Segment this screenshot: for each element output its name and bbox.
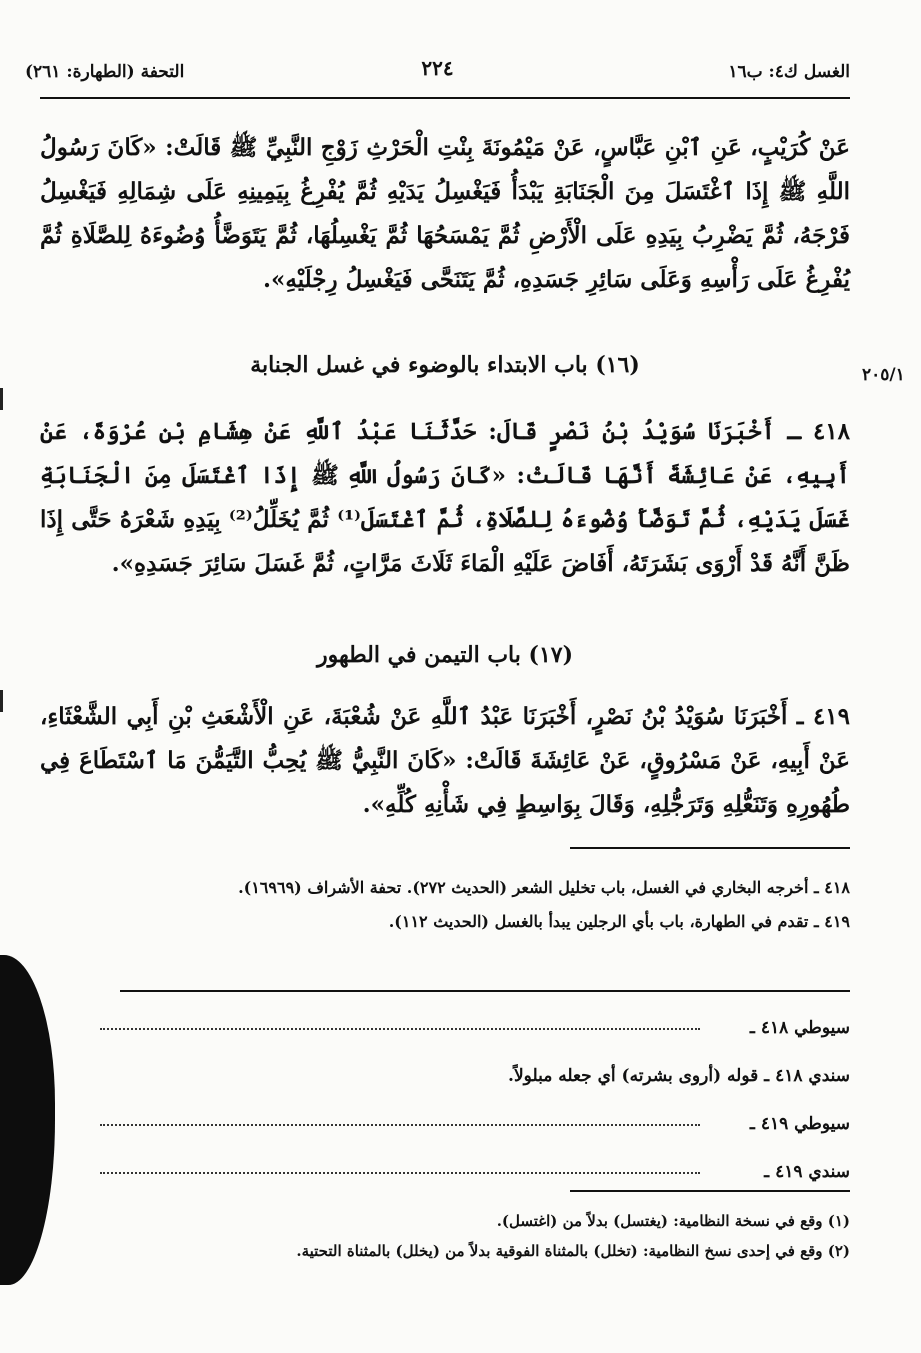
footnotes [40, 1212, 850, 1272]
running-header [25, 56, 850, 90]
commentary-divider [120, 990, 850, 992]
header-divider [40, 97, 850, 99]
footnote-1: (١) وقع في نسخة النظامية: (يغتسل) بدلاً من (اغتسل). [496, 1212, 850, 1230]
reference-418: ٤١٨ ـ أخرجه البخاري في الغسل، باب تخليل الشعر (الحديث ٢٧٢). تحفة الأشراف (١٦٩٦٩). [238, 878, 850, 897]
dotted-leader [100, 1172, 700, 1174]
dotted-leader [100, 1028, 700, 1030]
references-divider [570, 847, 850, 849]
sindi-419: سندي ٤١٩ ـ [764, 1162, 850, 1182]
chapter-16-title: (١٦) باب الابتداء بالوضوء في غسل الجنابة [250, 352, 640, 378]
takhrij-references [40, 878, 850, 946]
chapter-17-title: (١٧) باب التيمن في الطهور [316, 642, 574, 668]
hadith-418: ٤١٨ ـ أَخْبَرَنَا سُوَيْدُ بْنُ نَصْرٍ قَالَ: حَدَّثَنَا عَبْدُ ٱللَّهِ عَنْ هِشَامِ بْنِ عُرْوَةَ، عَنْ أَبِيهِ، عَنْ عَائِشَةَ أَنَّهَا قَالَتْ: «كَانَ رَسُولُ اللَّهِ ﷺ إِذَا ٱغْتَسَلَ مِنَ الْجَنَابَةِ غَسَلَ يَدَيْهِ، ثُمَّ تَوَضَّأَ وُضُوءَهُ لِلصَّلَاةِ، ثُمَّ ٱغْتَسَلَ⁽¹⁾ ثُمَّ يُخَلِّلُ⁽²⁾ بِيَدِهِ شَعْرَهُ حَتَّى إِذَا ظَنَّ أَنَّهُ قَدْ أَرْوَى بَشَرَتَهُ، أَفَاضَ عَلَيْهِ الْمَاءَ ثَلَاثَ مَرَّاتٍ، ثُمَّ غَسَلَ سَائِرَ جَسَدِهِ». [40, 418, 850, 577]
dotted-leader [100, 1124, 700, 1126]
sindi-418: سندي ٤١٨ ـ قوله (أروى بشرته) أي جعله مبلولاً. [508, 1066, 850, 1086]
header-section: الغسل ك٤: ب١٦ [728, 62, 850, 82]
edge-mark [0, 690, 3, 712]
commentary-row [40, 1066, 850, 1114]
commentary-section [40, 1018, 850, 1210]
hadith-419: ٤١٩ ـ أَخْبَرَنَا سُوَيْدُ بْنُ نَصْرٍ، أَخْبَرَنَا عَبْدُ ٱللَّهِ عَنْ شُعْبَةَ، عَنِ الْأَشْعَثِ بْنِ أَبِي الشَّعْثَاءِ، عَنْ أَبِيهِ، عَنْ مَسْرُوقٍ، عَنْ عَائِشَةَ قَالَتْ: «كَانَ النَّبِيُّ ﷺ يُحِبُّ التَّيَمُّنَ مَا ٱسْتَطَاعَ فِي طُهُورِهِ وَتَنَعُّلِهِ وَتَرَجُّلِهِ، وَقَالَ بِوَاسِطٍ فِي شَأْنِهِ كُلِّهِ». [40, 703, 850, 818]
header-tuhfa: التحفة (الطهارة: ٢٦١) [25, 62, 185, 82]
reference-419: ٤١٩ ـ تقدم في الطهارة، باب بأي الرجلين يبدأ بالغسل (الحديث ١١٢). [388, 912, 850, 931]
edge-mark [0, 388, 3, 410]
commentary-row [40, 1114, 850, 1162]
suyuti-419: سيوطي ٤١٩ ـ [749, 1114, 850, 1134]
footnotes-divider [570, 1190, 850, 1192]
footnote-2: (٢) وقع في إحدى نسخ النظامية: (تخلل) بالمثناة الفوقية بدلاً من (يخلل) بالمثناة التحتية. [296, 1242, 850, 1260]
margin-reference: ٢٠٥/١ [862, 365, 905, 385]
commentary-row [40, 1162, 850, 1210]
page-number: ٢٢٤ [421, 56, 454, 80]
suyuti-418: سيوطي ٤١٨ ـ [749, 1018, 850, 1038]
intro-hadith-text: عَنْ كُرَيْبٍ، عَنِ ٱبْنِ عَبَّاسٍ، عَنْ مَيْمُونَةَ بِنْتِ الْحَرْثِ زَوْجِ النَّبِيِّ ﷺ قَالَتْ: «كَانَ رَسُولُ اللَّهِ ﷺ إِذَا ٱغْتَسَلَ مِنَ الْجَنَابَةِ يَبْدَأُ فَيَغْسِلُ يَدَيْهِ ثُمَّ يُفْرِغُ بِيَمِينِهِ عَلَى شِمَالِهِ فَيَغْسِلُ فَرْجَهُ، ثُمَّ يَضْرِبُ بِيَدِهِ عَلَى الْأَرْضِ ثُمَّ يَمْسَحُهَا ثُمَّ يَغْسِلُهَا، ثُمَّ يَتَوَضَّأُ وُضُوءَهُ لِلصَّلَاةِ ثُمَّ يُفْرِغُ عَلَى رَأْسِهِ وَعَلَى سَائِرِ جَسَدِهِ، ثُمَّ يَتَنَحَّى فَيَغْسِلُ رِجْلَيْهِ». [40, 134, 850, 293]
commentary-row [40, 1018, 850, 1066]
